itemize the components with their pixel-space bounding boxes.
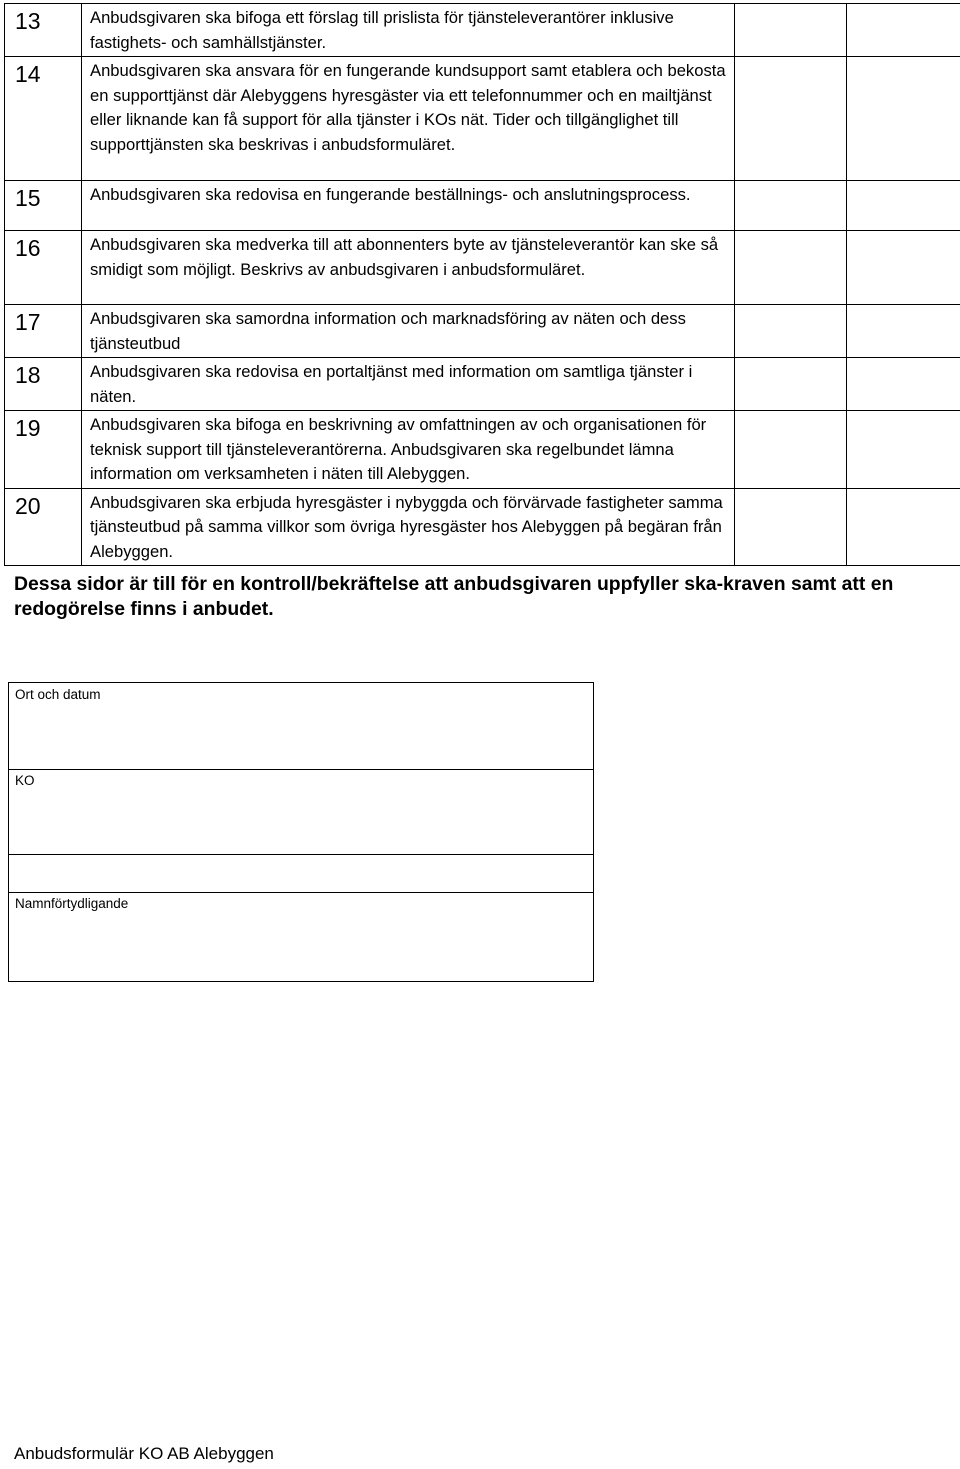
check-cell[interactable] xyxy=(735,57,847,181)
requirements-table xyxy=(4,3,960,566)
table-row xyxy=(5,488,960,566)
comment-cell[interactable] xyxy=(847,57,960,181)
comment-cell[interactable] xyxy=(847,358,960,411)
check-cell[interactable] xyxy=(735,231,847,305)
check-cell[interactable] xyxy=(735,358,847,411)
comment-cell[interactable] xyxy=(847,411,960,489)
table-row xyxy=(5,181,960,231)
requirement-text: Anbudsgivaren ska samordna information och marknadsföring av näten och dess tjänsteutbud xyxy=(82,305,735,358)
requirement-text: Anbudsgivaren ska medverka till att abonnenters byte av tjänsteleverantör kan ske så smidigt som möjligt. Beskrivs av anbudsgivaren i anbudsformuläret. xyxy=(82,231,735,305)
place-date-field[interactable] xyxy=(9,683,593,770)
requirement-number: 17 xyxy=(5,305,82,358)
comment-cell[interactable] xyxy=(847,231,960,305)
comment-cell[interactable] xyxy=(847,305,960,358)
table-row xyxy=(5,305,960,358)
page-footer: Anbudsformulär KO AB Alebyggen xyxy=(14,1444,274,1463)
field-divider xyxy=(9,892,593,893)
comment-cell[interactable] xyxy=(847,4,960,57)
table-row xyxy=(5,4,960,57)
signature-box xyxy=(8,682,594,982)
requirement-number: 13 xyxy=(5,4,82,57)
requirement-number: 15 xyxy=(5,181,82,231)
table-row xyxy=(5,231,960,305)
requirement-number: 18 xyxy=(5,358,82,411)
requirement-text: Anbudsgivaren ska redovisa en portaltjänst med information om samtliga tjänster i näten. xyxy=(82,358,735,411)
comment-cell[interactable] xyxy=(847,181,960,231)
check-cell[interactable] xyxy=(735,305,847,358)
confirmation-note: Dessa sidor är till för en kontroll/bekräftelse att anbudsgivaren uppfyller ska-kraven samt att en redogörelse finns i anbudet. xyxy=(14,573,894,620)
ko-field[interactable] xyxy=(9,769,593,855)
requirement-number: 14 xyxy=(5,57,82,181)
table-row xyxy=(5,57,960,181)
check-cell[interactable] xyxy=(735,411,847,489)
check-cell[interactable] xyxy=(735,181,847,231)
table-row xyxy=(5,411,960,489)
name-clarification-field[interactable] xyxy=(9,854,593,981)
check-cell[interactable] xyxy=(735,4,847,57)
table-row xyxy=(5,358,960,411)
requirement-text: Anbudsgivaren ska bifoga ett förslag till prislista för tjänsteleverantörer inklusive fastighets- och samhällstjänster. xyxy=(82,4,735,57)
place-date-label: Ort och datum xyxy=(15,687,101,702)
name-clarification-label: Namnförtydligande xyxy=(15,896,129,911)
requirement-text: Anbudsgivaren ska erbjuda hyresgäster i nybyggda och förvärvade fastigheter samma tjänsteutbud på samma villkor som övriga hyresgäster hos Alebyggen på begäran från Alebyggen. xyxy=(82,488,735,566)
check-cell[interactable] xyxy=(735,488,847,566)
requirement-number: 19 xyxy=(5,411,82,489)
requirement-text: Anbudsgivaren ska ansvara för en fungerande kundsupport samt etablera och bekosta en supporttjänst där Alebyggens hyresgäster via ett telefonnummer och en mailtjänst eller liknande kan få support för alla tjänster i KOs nät. Tider och tillgänglighet till supporttjänsten ska beskrivas i anbudsformuläret. xyxy=(82,57,735,181)
requirement-text: Anbudsgivaren ska bifoga en beskrivning av omfattningen av och organisationen för teknisk support till tjänsteleverantörerna. Anbudsgivaren ska regelbundet lämna information om verksamheten i näten till Alebyggen. xyxy=(82,411,735,489)
requirement-number: 20 xyxy=(5,488,82,566)
requirement-number: 16 xyxy=(5,231,82,305)
requirement-text: Anbudsgivaren ska redovisa en fungerande beställnings- och anslutningsprocess. xyxy=(82,181,735,231)
comment-cell[interactable] xyxy=(847,488,960,566)
ko-label: KO xyxy=(15,773,35,788)
